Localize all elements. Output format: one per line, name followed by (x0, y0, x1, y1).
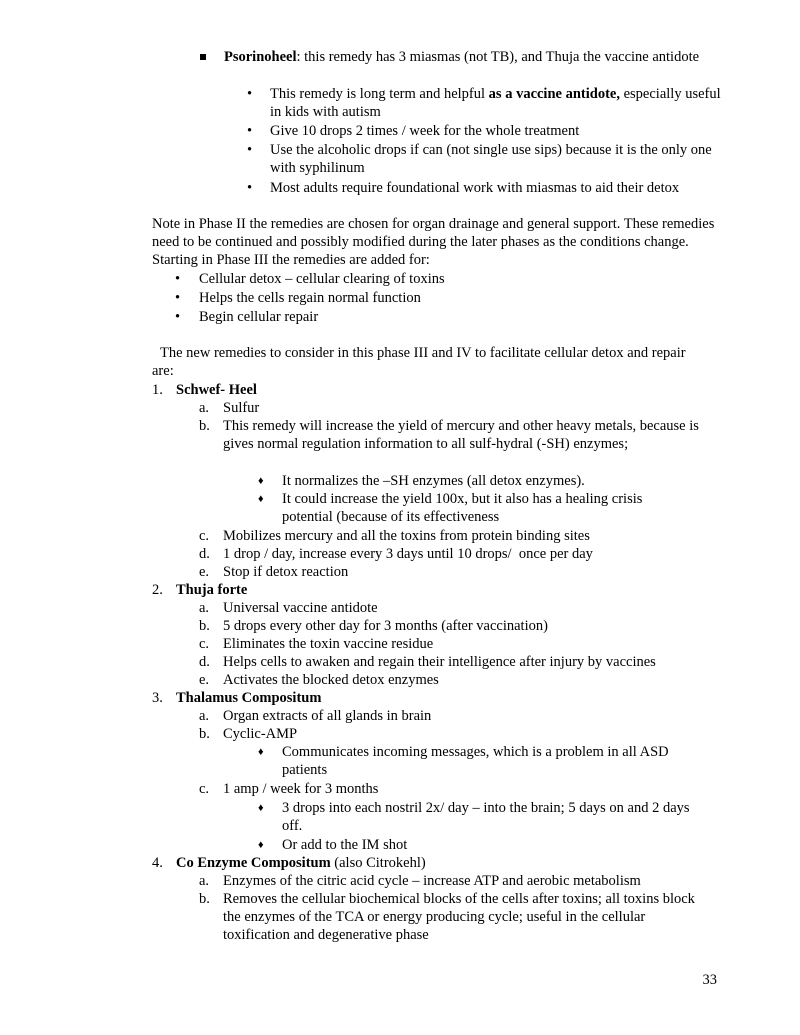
remedy-item: e. Stop if detox reaction (199, 564, 349, 580)
psorinoheel-bullet: • This remedy is long term and helpful as a vaccine antidote, especially useful in kids with autism (247, 86, 721, 120)
bullet-icon: • (175, 290, 181, 306)
remedy-item: d. Helps cells to awaken and regain their intelligence after injury by vaccines (199, 654, 656, 670)
bullet-icon: • (247, 180, 253, 196)
bullet-icon: • (175, 271, 181, 287)
diamond-bullet-icon: ♦ (258, 493, 264, 505)
square-bullet-icon (200, 48, 224, 66)
note-bullet: • Helps the cells regain normal function (175, 290, 421, 306)
remedy-subitem: ♦ 3 drops into each nostril 2x/ day – into the brain; 5 days on and 2 days off. (258, 800, 690, 834)
remedy-heading: 2. Thuja forte (152, 582, 248, 598)
psorinoheel-item (200, 48, 720, 66)
remedy-subitem: ♦ Or add to the IM shot (258, 837, 408, 853)
remedy-subitem: ♦ Communicates incoming messages, which is a problem in all ASD patients (258, 744, 669, 778)
remedy-heading: 3. Thalamus Compositum (152, 690, 322, 706)
note-bullet: • Begin cellular repair (175, 309, 319, 325)
remedy-item: c. Mobilizes mercury and all the toxins from protein binding sites (199, 528, 590, 544)
remedy-subitem: ♦ It normalizes the –SH enzymes (all detox enzymes). (258, 473, 585, 489)
remedy-item: b. 5 drops every other day for 3 months (after vaccination) (199, 618, 548, 634)
remedy-heading: 4. Co Enzyme Compositum (also Citrokehl) (152, 855, 426, 871)
remedy-item: e. Activates the blocked detox enzymes (199, 672, 439, 688)
bullet-icon: • (247, 86, 253, 102)
psorinoheel-bullet: • Give 10 drops 2 times / week for the whole treatment (247, 123, 580, 139)
diamond-bullet-icon: ♦ (258, 802, 264, 814)
bullet-icon: • (247, 123, 253, 139)
psorinoheel-text: Psorinoheel: this remedy has 3 miasmas (not TB), and Thuja the vaccine antidote (224, 49, 700, 65)
remedy-item: b. This remedy will increase the yield of mercury and other heavy metals, because is gives normal regulation information to all sulf-hydral (-SH) enzymes; (199, 418, 699, 452)
note-bullet: • Cellular detox – cellular clearing of toxins (175, 271, 445, 287)
bullet-icon: • (175, 309, 181, 325)
remedy-subitem: ♦ It could increase the yield 100x, but it also has a healing crisis potential (because of its effectiveness (258, 491, 643, 525)
psorinoheel-title: Psorinoheel (224, 49, 297, 65)
diamond-bullet-icon: ♦ (258, 475, 264, 487)
page-number: 33 (702, 972, 717, 988)
remedy-heading: 1. Schwef- Heel (152, 382, 257, 398)
remedy-item: a. Universal vaccine antidote (199, 600, 378, 616)
remedy-item: a. Organ extracts of all glands in brain (199, 708, 432, 724)
intro-paragraph: The new remedies to consider in this phase III and IV to facilitate cellular detox and repair are: (152, 345, 686, 379)
remedy-item: d. 1 drop / day, increase every 3 days until 10 drops/ once per day (199, 546, 593, 562)
remedy-item: c. Eliminates the toxin vaccine residue (199, 636, 434, 652)
diamond-bullet-icon: ♦ (258, 746, 264, 758)
diamond-bullet-icon: ♦ (258, 839, 264, 851)
remedy-item: c. 1 amp / week for 3 months (199, 781, 379, 797)
remedy-item: a. Sulfur (199, 400, 260, 416)
psorinoheel-bullet: • Use the alcoholic drops if can (not single use sips) because it is the only one with syphilinum (247, 142, 712, 176)
remedy-item: b. Cyclic-AMP (199, 726, 298, 742)
remedy-item: b. Removes the cellular biochemical blocks of the cells after toxins; all toxins block the enzymes of the TCA or energy producing cycle; useful in the cellular toxification and degenerative phase (199, 891, 695, 943)
bullet-icon: • (247, 142, 253, 158)
note-paragraph: Note in Phase II the remedies are chosen for organ drainage and general support. These remedies need to be continued and possibly modified during the later phases as the conditions change. Starting in Phase III the remedies are added for: (152, 216, 715, 268)
remedy-item: a. Enzymes of the citric acid cycle – increase ATP and aerobic metabolism (199, 873, 641, 889)
psorinoheel-bullet: • Most adults require foundational work with miasmas to aid their detox (247, 180, 680, 196)
